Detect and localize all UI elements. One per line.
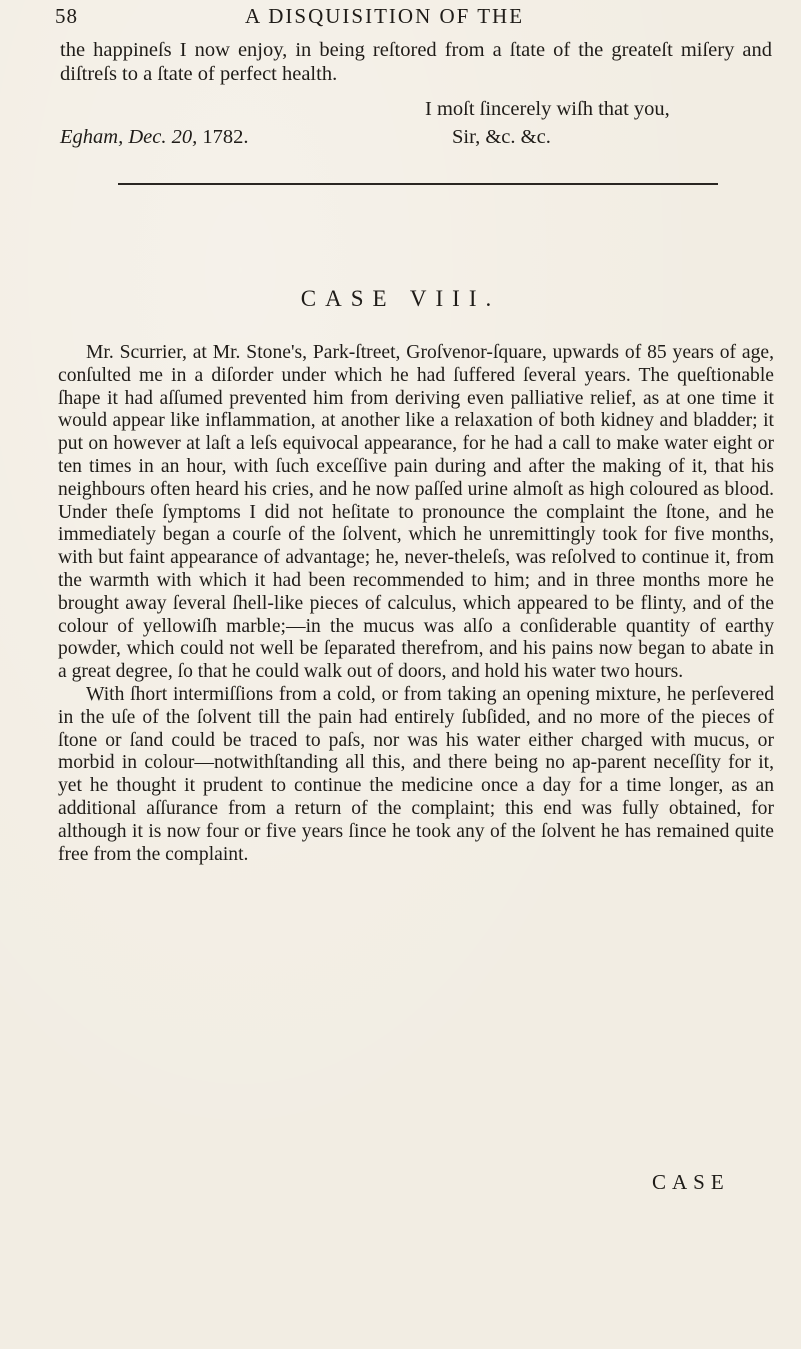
letter-closing: I moſt ſincerely wiſh that you, — [425, 98, 670, 120]
place-date — [60, 126, 248, 149]
section-divider — [118, 183, 718, 185]
catchword: CASE — [652, 1170, 730, 1194]
case-paragraph-2: With ſhort intermiſſions from a cold, or from taking an opening mixture, he perſevered in the uſe of the ſolvent till the pain had entirely ſubſided, and no more of the pieces of ſtone or ſand could be traced to paſs, nor was his water either charged with mucus, or morbid in colour—notwithſtanding all this, and there being no ap-parent neceſſity for it, yet he thought it prudent to continue the medicine once a day for a time longer, as an additional aſſurance from a return of the complaint; this end was fully obtained, for although it is now four or five years ſince he took any of the ſolvent he has remained quite free from the complaint. — [58, 683, 774, 865]
year: 1782. — [202, 126, 249, 148]
place-date-text: Egham, Dec. 20, — [60, 126, 198, 148]
page-number: 58 — [55, 4, 78, 28]
running-head-title: A DISQUISITION OF THE — [245, 4, 525, 28]
salutation: Sir, &c. &c. — [452, 126, 551, 148]
running-head — [55, 4, 775, 34]
case-body — [58, 342, 774, 866]
case-heading: CASE VIII. — [300, 286, 501, 311]
opening-paragraph: the happineſs I now enjoy, in being reſtored from a ſtate of the greateſt miſery and diſtreſs to a ſtate of perfect health. — [60, 39, 772, 85]
case-paragraph-1: Mr. Scurrier, at Mr. Stone's, Park-ſtreet, Groſvenor-ſquare, upwards of 85 years of age, conſulted me in a diſorder under which he had ſuffered ſeveral years. The queſtionable ſhape it had aſſumed prevented him from deriving even palliative relief, as at one time it would appear like inflammation, at another like a relaxation of both kidney and bladder; it put on however at laſt a leſs equivocal appearance, for he had a call to make water eight or ten times in an hour, with ſuch exceſſive pain during and after the making of it, that his neighbours often heard his cries, and he now paſſed urine almoſt as high coloured as blood. Under theſe ſymptoms I did not heſitate to pronounce the complaint the ſtone, and he immediately began a courſe of the ſolvent, which he unremittingly took for five months, with but faint appearance of advantage; he, never-theleſs, was reſolved to continue it, from the warmth with which it had been recommended to him; and in three months more he brought away ſeveral ſhell-like pieces of calculus, which appeared to be flinty, and of the colour of yellowiſh marble;—in the mucus was alſo a conſiderable quantity of earthy powder, which could not well be ſeparated therefrom, and his pains now began to abate in a great degree, ſo that he could walk out of doors, and hold his water two hours. — [58, 342, 774, 683]
letter-signoff — [60, 126, 772, 152]
